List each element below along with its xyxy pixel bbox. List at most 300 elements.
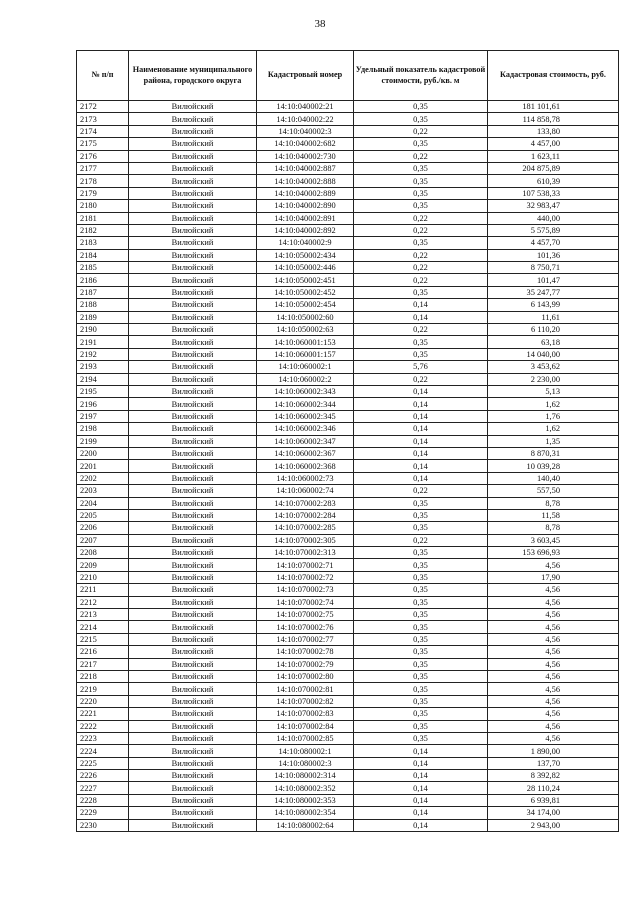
table-row — [77, 547, 619, 559]
cadastral-cost: 34 174,00 — [488, 807, 619, 819]
cadastral-number: 14:10:050002:63 — [257, 324, 354, 336]
cadastral-number: 14:10:080002:354 — [257, 807, 354, 819]
cadastral-number: 14:10:080002:353 — [257, 794, 354, 806]
district-name: Вилюйский — [129, 683, 257, 695]
table-row — [77, 447, 619, 459]
district-name: Вилюйский — [129, 187, 257, 199]
cadastral-cost: 4,56 — [488, 683, 619, 695]
unit-rate: 0,35 — [354, 547, 488, 559]
unit-rate: 0,35 — [354, 732, 488, 744]
cadastral-number: 14:10:050002:451 — [257, 274, 354, 286]
cadastral-number: 14:10:040002:21 — [257, 101, 354, 113]
cadastral-number: 14:10:060001:157 — [257, 348, 354, 360]
district-name: Вилюйский — [129, 361, 257, 373]
table-header-row — [77, 51, 619, 101]
district-name: Вилюйский — [129, 150, 257, 162]
district-name: Вилюйский — [129, 311, 257, 323]
district-name: Вилюйский — [129, 212, 257, 224]
row-number: 2174 — [77, 125, 129, 137]
cadastral-number: 14:10:070002:74 — [257, 596, 354, 608]
table-row — [77, 807, 619, 819]
cadastral-cost: 1 623,11 — [488, 150, 619, 162]
table-row — [77, 286, 619, 298]
district-name: Вилюйский — [129, 113, 257, 125]
district-name: Вилюйский — [129, 807, 257, 819]
table-row — [77, 534, 619, 546]
district-name: Вилюйский — [129, 224, 257, 236]
table-row — [77, 571, 619, 583]
district-name: Вилюйский — [129, 670, 257, 682]
unit-rate: 0,22 — [354, 249, 488, 261]
unit-rate: 0,14 — [354, 435, 488, 447]
row-number: 2210 — [77, 571, 129, 583]
row-number: 2203 — [77, 485, 129, 497]
row-number: 2211 — [77, 584, 129, 596]
unit-rate: 0,35 — [354, 237, 488, 249]
cadastral-number: 14:10:040002:682 — [257, 138, 354, 150]
cadastral-cost: 17,90 — [488, 571, 619, 583]
header-unit-rate: Удельный показатель кадастровой стоимости, руб./кв. м — [354, 51, 488, 101]
cadastral-cost: 101,47 — [488, 274, 619, 286]
table-row — [77, 683, 619, 695]
table-row — [77, 373, 619, 385]
cadastral-number: 14:10:050002:454 — [257, 299, 354, 311]
cadastral-cost: 4 457,70 — [488, 237, 619, 249]
district-name: Вилюйский — [129, 472, 257, 484]
district-name: Вилюйский — [129, 447, 257, 459]
cadastral-cost: 3 453,62 — [488, 361, 619, 373]
table-row — [77, 509, 619, 521]
district-name: Вилюйский — [129, 571, 257, 583]
row-number: 2190 — [77, 324, 129, 336]
cadastral-cost: 153 696,93 — [488, 547, 619, 559]
unit-rate: 0,14 — [354, 807, 488, 819]
row-number: 2204 — [77, 497, 129, 509]
cadastral-cost: 610,39 — [488, 175, 619, 187]
district-name: Вилюйский — [129, 708, 257, 720]
district-name: Вилюйский — [129, 757, 257, 769]
unit-rate: 0,14 — [354, 423, 488, 435]
table-row — [77, 720, 619, 732]
cadastral-number: 14:10:070002:82 — [257, 695, 354, 707]
cadastral-cost: 1,62 — [488, 398, 619, 410]
table-row — [77, 336, 619, 348]
row-number: 2183 — [77, 237, 129, 249]
table-row — [77, 113, 619, 125]
table-row — [77, 621, 619, 633]
unit-rate: 0,35 — [354, 559, 488, 571]
cadastral-cost: 10 039,28 — [488, 460, 619, 472]
district-name: Вилюйский — [129, 584, 257, 596]
unit-rate: 0,35 — [354, 175, 488, 187]
page-number: 38 — [314, 18, 326, 30]
row-number: 2228 — [77, 794, 129, 806]
district-name: Вилюйский — [129, 695, 257, 707]
cadastral-cost: 557,50 — [488, 485, 619, 497]
unit-rate: 0,35 — [354, 509, 488, 521]
cadastral-cost: 4,56 — [488, 596, 619, 608]
row-number: 2198 — [77, 423, 129, 435]
cadastral-number: 14:10:080002:64 — [257, 819, 354, 831]
row-number: 2201 — [77, 460, 129, 472]
district-name: Вилюйский — [129, 609, 257, 621]
cadastral-number: 14:10:060002:2 — [257, 373, 354, 385]
row-number: 2216 — [77, 646, 129, 658]
unit-rate: 0,35 — [354, 584, 488, 596]
table-row — [77, 732, 619, 744]
table-row — [77, 819, 619, 831]
table-row — [77, 410, 619, 422]
district-name: Вилюйский — [129, 398, 257, 410]
cadastral-number: 14:10:070002:71 — [257, 559, 354, 571]
table-row — [77, 435, 619, 447]
row-number: 2172 — [77, 101, 129, 113]
table-row — [77, 200, 619, 212]
cadastral-number: 14:10:040002:892 — [257, 224, 354, 236]
cadastral-cost: 4,56 — [488, 646, 619, 658]
cadastral-number: 14:10:070002:84 — [257, 720, 354, 732]
table-row — [77, 609, 619, 621]
cadastral-number: 14:10:040002:889 — [257, 187, 354, 199]
cadastral-number: 14:10:070002:78 — [257, 646, 354, 658]
cadastral-number: 14:10:040002:730 — [257, 150, 354, 162]
row-number: 2220 — [77, 695, 129, 707]
cadastral-number: 14:10:060002:1 — [257, 361, 354, 373]
district-name: Вилюйский — [129, 460, 257, 472]
cadastral-cost: 4,56 — [488, 621, 619, 633]
table-row — [77, 187, 619, 199]
cadastral-cost: 8 870,31 — [488, 447, 619, 459]
cadastral-cost: 4,56 — [488, 695, 619, 707]
row-number: 2194 — [77, 373, 129, 385]
cadastral-number: 14:10:070002:284 — [257, 509, 354, 521]
unit-rate: 0,22 — [354, 485, 488, 497]
cadastral-number: 14:10:060002:73 — [257, 472, 354, 484]
unit-rate: 0,14 — [354, 398, 488, 410]
unit-rate: 0,14 — [354, 819, 488, 831]
unit-rate: 0,35 — [354, 162, 488, 174]
table-row — [77, 162, 619, 174]
table-row — [77, 423, 619, 435]
table-row — [77, 237, 619, 249]
row-number: 2184 — [77, 249, 129, 261]
table-row — [77, 633, 619, 645]
table-row — [77, 770, 619, 782]
row-number: 2199 — [77, 435, 129, 447]
unit-rate: 0,14 — [354, 782, 488, 794]
cadastral-cost: 4 457,00 — [488, 138, 619, 150]
table-row — [77, 324, 619, 336]
row-number: 2180 — [77, 200, 129, 212]
cadastral-number: 14:10:070002:83 — [257, 708, 354, 720]
unit-rate: 0,35 — [354, 101, 488, 113]
row-number: 2207 — [77, 534, 129, 546]
row-number: 2193 — [77, 361, 129, 373]
cadastral-number: 14:10:070002:72 — [257, 571, 354, 583]
district-name: Вилюйский — [129, 485, 257, 497]
table-row — [77, 249, 619, 261]
unit-rate: 0,22 — [354, 125, 488, 137]
cadastral-cost: 1,76 — [488, 410, 619, 422]
table-row — [77, 460, 619, 472]
cadastral-number: 14:10:040002:9 — [257, 237, 354, 249]
table-row — [77, 348, 619, 360]
cadastral-cost: 11,61 — [488, 311, 619, 323]
cadastral-cost: 1,62 — [488, 423, 619, 435]
cadastral-number: 14:10:070002:80 — [257, 670, 354, 682]
cadastral-number: 14:10:070002:313 — [257, 547, 354, 559]
row-number: 2219 — [77, 683, 129, 695]
table-row — [77, 385, 619, 397]
row-number: 2206 — [77, 522, 129, 534]
row-number: 2196 — [77, 398, 129, 410]
table-row — [77, 559, 619, 571]
row-number: 2224 — [77, 745, 129, 757]
cadastral-number: 14:10:060002:368 — [257, 460, 354, 472]
table-row — [77, 101, 619, 113]
cadastral-number: 14:10:060001:153 — [257, 336, 354, 348]
district-name: Вилюйский — [129, 745, 257, 757]
district-name: Вилюйский — [129, 162, 257, 174]
unit-rate: 0,14 — [354, 460, 488, 472]
unit-rate: 0,35 — [354, 609, 488, 621]
cadastral-cost: 14 040,00 — [488, 348, 619, 360]
row-number: 2208 — [77, 547, 129, 559]
cadastral-cost: 133,80 — [488, 125, 619, 137]
cadastral-cost: 8,78 — [488, 497, 619, 509]
cadastral-number: 14:10:050002:446 — [257, 262, 354, 274]
cadastral-number: 14:10:040002:890 — [257, 200, 354, 212]
cadastral-number: 14:10:070002:305 — [257, 534, 354, 546]
row-number: 2226 — [77, 770, 129, 782]
district-name: Вилюйский — [129, 237, 257, 249]
cadastral-cost: 32 983,47 — [488, 200, 619, 212]
header-district: Наименование муниципального района, городского округа — [129, 51, 257, 101]
cadastral-cost: 2 943,00 — [488, 819, 619, 831]
row-number: 2185 — [77, 262, 129, 274]
table-row — [77, 299, 619, 311]
district-name: Вилюйский — [129, 497, 257, 509]
row-number: 2178 — [77, 175, 129, 187]
cadastral-number: 14:10:040002:3 — [257, 125, 354, 137]
cadastral-number: 14:10:070002:285 — [257, 522, 354, 534]
unit-rate: 0,35 — [354, 633, 488, 645]
district-name: Вилюйский — [129, 423, 257, 435]
unit-rate: 0,14 — [354, 472, 488, 484]
district-name: Вилюйский — [129, 770, 257, 782]
cadastral-cost: 63,18 — [488, 336, 619, 348]
table-row — [77, 398, 619, 410]
district-name: Вилюйский — [129, 509, 257, 521]
district-name: Вилюйский — [129, 596, 257, 608]
table-row — [77, 794, 619, 806]
header-cadastral-number: Кадастровый номер — [257, 51, 354, 101]
unit-rate: 0,35 — [354, 113, 488, 125]
unit-rate: 0,35 — [354, 348, 488, 360]
cadastral-cost: 114 858,78 — [488, 113, 619, 125]
unit-rate: 0,14 — [354, 794, 488, 806]
unit-rate: 0,35 — [354, 720, 488, 732]
cadastral-number: 14:10:070002:76 — [257, 621, 354, 633]
row-number: 2202 — [77, 472, 129, 484]
table-row — [77, 224, 619, 236]
cadastral-cost: 8 750,71 — [488, 262, 619, 274]
unit-rate: 0,35 — [354, 138, 488, 150]
cadastral-number: 14:10:060002:346 — [257, 423, 354, 435]
table-row — [77, 125, 619, 137]
cadastral-number: 14:10:050002:452 — [257, 286, 354, 298]
table-row — [77, 584, 619, 596]
table-row — [77, 212, 619, 224]
cadastral-cost: 4,56 — [488, 708, 619, 720]
unit-rate: 0,35 — [354, 695, 488, 707]
district-name: Вилюйский — [129, 385, 257, 397]
table-row — [77, 274, 619, 286]
cadastral-cost: 11,58 — [488, 509, 619, 521]
row-number: 2187 — [77, 286, 129, 298]
district-name: Вилюйский — [129, 794, 257, 806]
cadastral-number: 14:10:070002:73 — [257, 584, 354, 596]
cadastral-cost: 5 575,89 — [488, 224, 619, 236]
row-number: 2179 — [77, 187, 129, 199]
cadastral-cost: 1,35 — [488, 435, 619, 447]
cadastral-cost: 6 143,99 — [488, 299, 619, 311]
unit-rate: 0,22 — [354, 373, 488, 385]
cadastral-number: 14:10:070002:85 — [257, 732, 354, 744]
row-number: 2221 — [77, 708, 129, 720]
row-number: 2209 — [77, 559, 129, 571]
cadastral-cost: 4,56 — [488, 732, 619, 744]
cadastral-number: 14:10:080002:3 — [257, 757, 354, 769]
unit-rate: 0,35 — [354, 646, 488, 658]
table-row — [77, 150, 619, 162]
cadastral-cost: 4,56 — [488, 633, 619, 645]
cadastral-cost: 101,36 — [488, 249, 619, 261]
table-row — [77, 522, 619, 534]
table-row — [77, 708, 619, 720]
district-name: Вилюйский — [129, 125, 257, 137]
unit-rate: 0,22 — [354, 274, 488, 286]
district-name: Вилюйский — [129, 534, 257, 546]
unit-rate: 0,35 — [354, 683, 488, 695]
cadastral-number: 14:10:080002:314 — [257, 770, 354, 782]
cadastral-number: 14:10:060002:367 — [257, 447, 354, 459]
cadastral-cost: 137,70 — [488, 757, 619, 769]
cadastral-cost: 35 247,77 — [488, 286, 619, 298]
district-name: Вилюйский — [129, 286, 257, 298]
district-name: Вилюйский — [129, 336, 257, 348]
unit-rate: 0,14 — [354, 757, 488, 769]
cadastral-number: 14:10:070002:75 — [257, 609, 354, 621]
district-name: Вилюйский — [129, 249, 257, 261]
cadastral-number: 14:10:080002:352 — [257, 782, 354, 794]
unit-rate: 0,35 — [354, 708, 488, 720]
table-row — [77, 695, 619, 707]
cadastral-cost: 4,56 — [488, 584, 619, 596]
district-name: Вилюйский — [129, 621, 257, 633]
row-number: 2200 — [77, 447, 129, 459]
district-name: Вилюйский — [129, 101, 257, 113]
row-number: 2225 — [77, 757, 129, 769]
cadastral-cost: 440,00 — [488, 212, 619, 224]
cadastral-cost: 2 230,00 — [488, 373, 619, 385]
district-name: Вилюйский — [129, 324, 257, 336]
table-row — [77, 472, 619, 484]
cadastral-cost: 8,78 — [488, 522, 619, 534]
cadastral-number: 14:10:060002:347 — [257, 435, 354, 447]
district-name: Вилюйский — [129, 274, 257, 286]
table-row — [77, 757, 619, 769]
cadastral-number: 14:10:060002:74 — [257, 485, 354, 497]
cadastral-number: 14:10:080002:1 — [257, 745, 354, 757]
cadastral-cost: 4,56 — [488, 658, 619, 670]
cadastral-number: 14:10:040002:891 — [257, 212, 354, 224]
district-name: Вилюйский — [129, 410, 257, 422]
unit-rate: 0,35 — [354, 621, 488, 633]
row-number: 2182 — [77, 224, 129, 236]
district-name: Вилюйский — [129, 646, 257, 658]
header-cadastral-cost: Кадастровая стоимость, руб. — [488, 51, 619, 101]
row-number: 2192 — [77, 348, 129, 360]
row-number: 2222 — [77, 720, 129, 732]
cadastral-number: 14:10:040002:888 — [257, 175, 354, 187]
table-row — [77, 138, 619, 150]
table-row — [77, 311, 619, 323]
unit-rate: 0,35 — [354, 187, 488, 199]
district-name: Вилюйский — [129, 435, 257, 447]
cadastral-cost: 8 392,82 — [488, 770, 619, 782]
row-number: 2212 — [77, 596, 129, 608]
unit-rate: 0,35 — [354, 497, 488, 509]
cadastral-cost: 6 110,20 — [488, 324, 619, 336]
district-name: Вилюйский — [129, 373, 257, 385]
table-row — [77, 782, 619, 794]
district-name: Вилюйский — [129, 262, 257, 274]
row-number: 2175 — [77, 138, 129, 150]
row-number: 2229 — [77, 807, 129, 819]
unit-rate: 0,14 — [354, 385, 488, 397]
district-name: Вилюйский — [129, 547, 257, 559]
table-row — [77, 361, 619, 373]
row-number: 2186 — [77, 274, 129, 286]
table-row — [77, 658, 619, 670]
cadastral-cost: 5,13 — [488, 385, 619, 397]
row-number: 2217 — [77, 658, 129, 670]
cadastral-cost: 140,40 — [488, 472, 619, 484]
district-name: Вилюйский — [129, 720, 257, 732]
row-number: 2213 — [77, 609, 129, 621]
unit-rate: 0,22 — [354, 224, 488, 236]
cadastral-value-table — [76, 50, 619, 832]
row-number: 2218 — [77, 670, 129, 682]
row-number: 2230 — [77, 819, 129, 831]
district-name: Вилюйский — [129, 299, 257, 311]
row-number: 2188 — [77, 299, 129, 311]
unit-rate: 0,35 — [354, 522, 488, 534]
cadastral-number: 14:10:070002:79 — [257, 658, 354, 670]
unit-rate: 0,35 — [354, 596, 488, 608]
cadastral-number: 14:10:050002:60 — [257, 311, 354, 323]
cadastral-number: 14:10:040002:887 — [257, 162, 354, 174]
district-name: Вилюйский — [129, 522, 257, 534]
unit-rate: 0,35 — [354, 658, 488, 670]
district-name: Вилюйский — [129, 732, 257, 744]
row-number: 2176 — [77, 150, 129, 162]
unit-rate: 0,22 — [354, 534, 488, 546]
district-name: Вилюйский — [129, 819, 257, 831]
unit-rate: 0,35 — [354, 200, 488, 212]
row-number: 2195 — [77, 385, 129, 397]
